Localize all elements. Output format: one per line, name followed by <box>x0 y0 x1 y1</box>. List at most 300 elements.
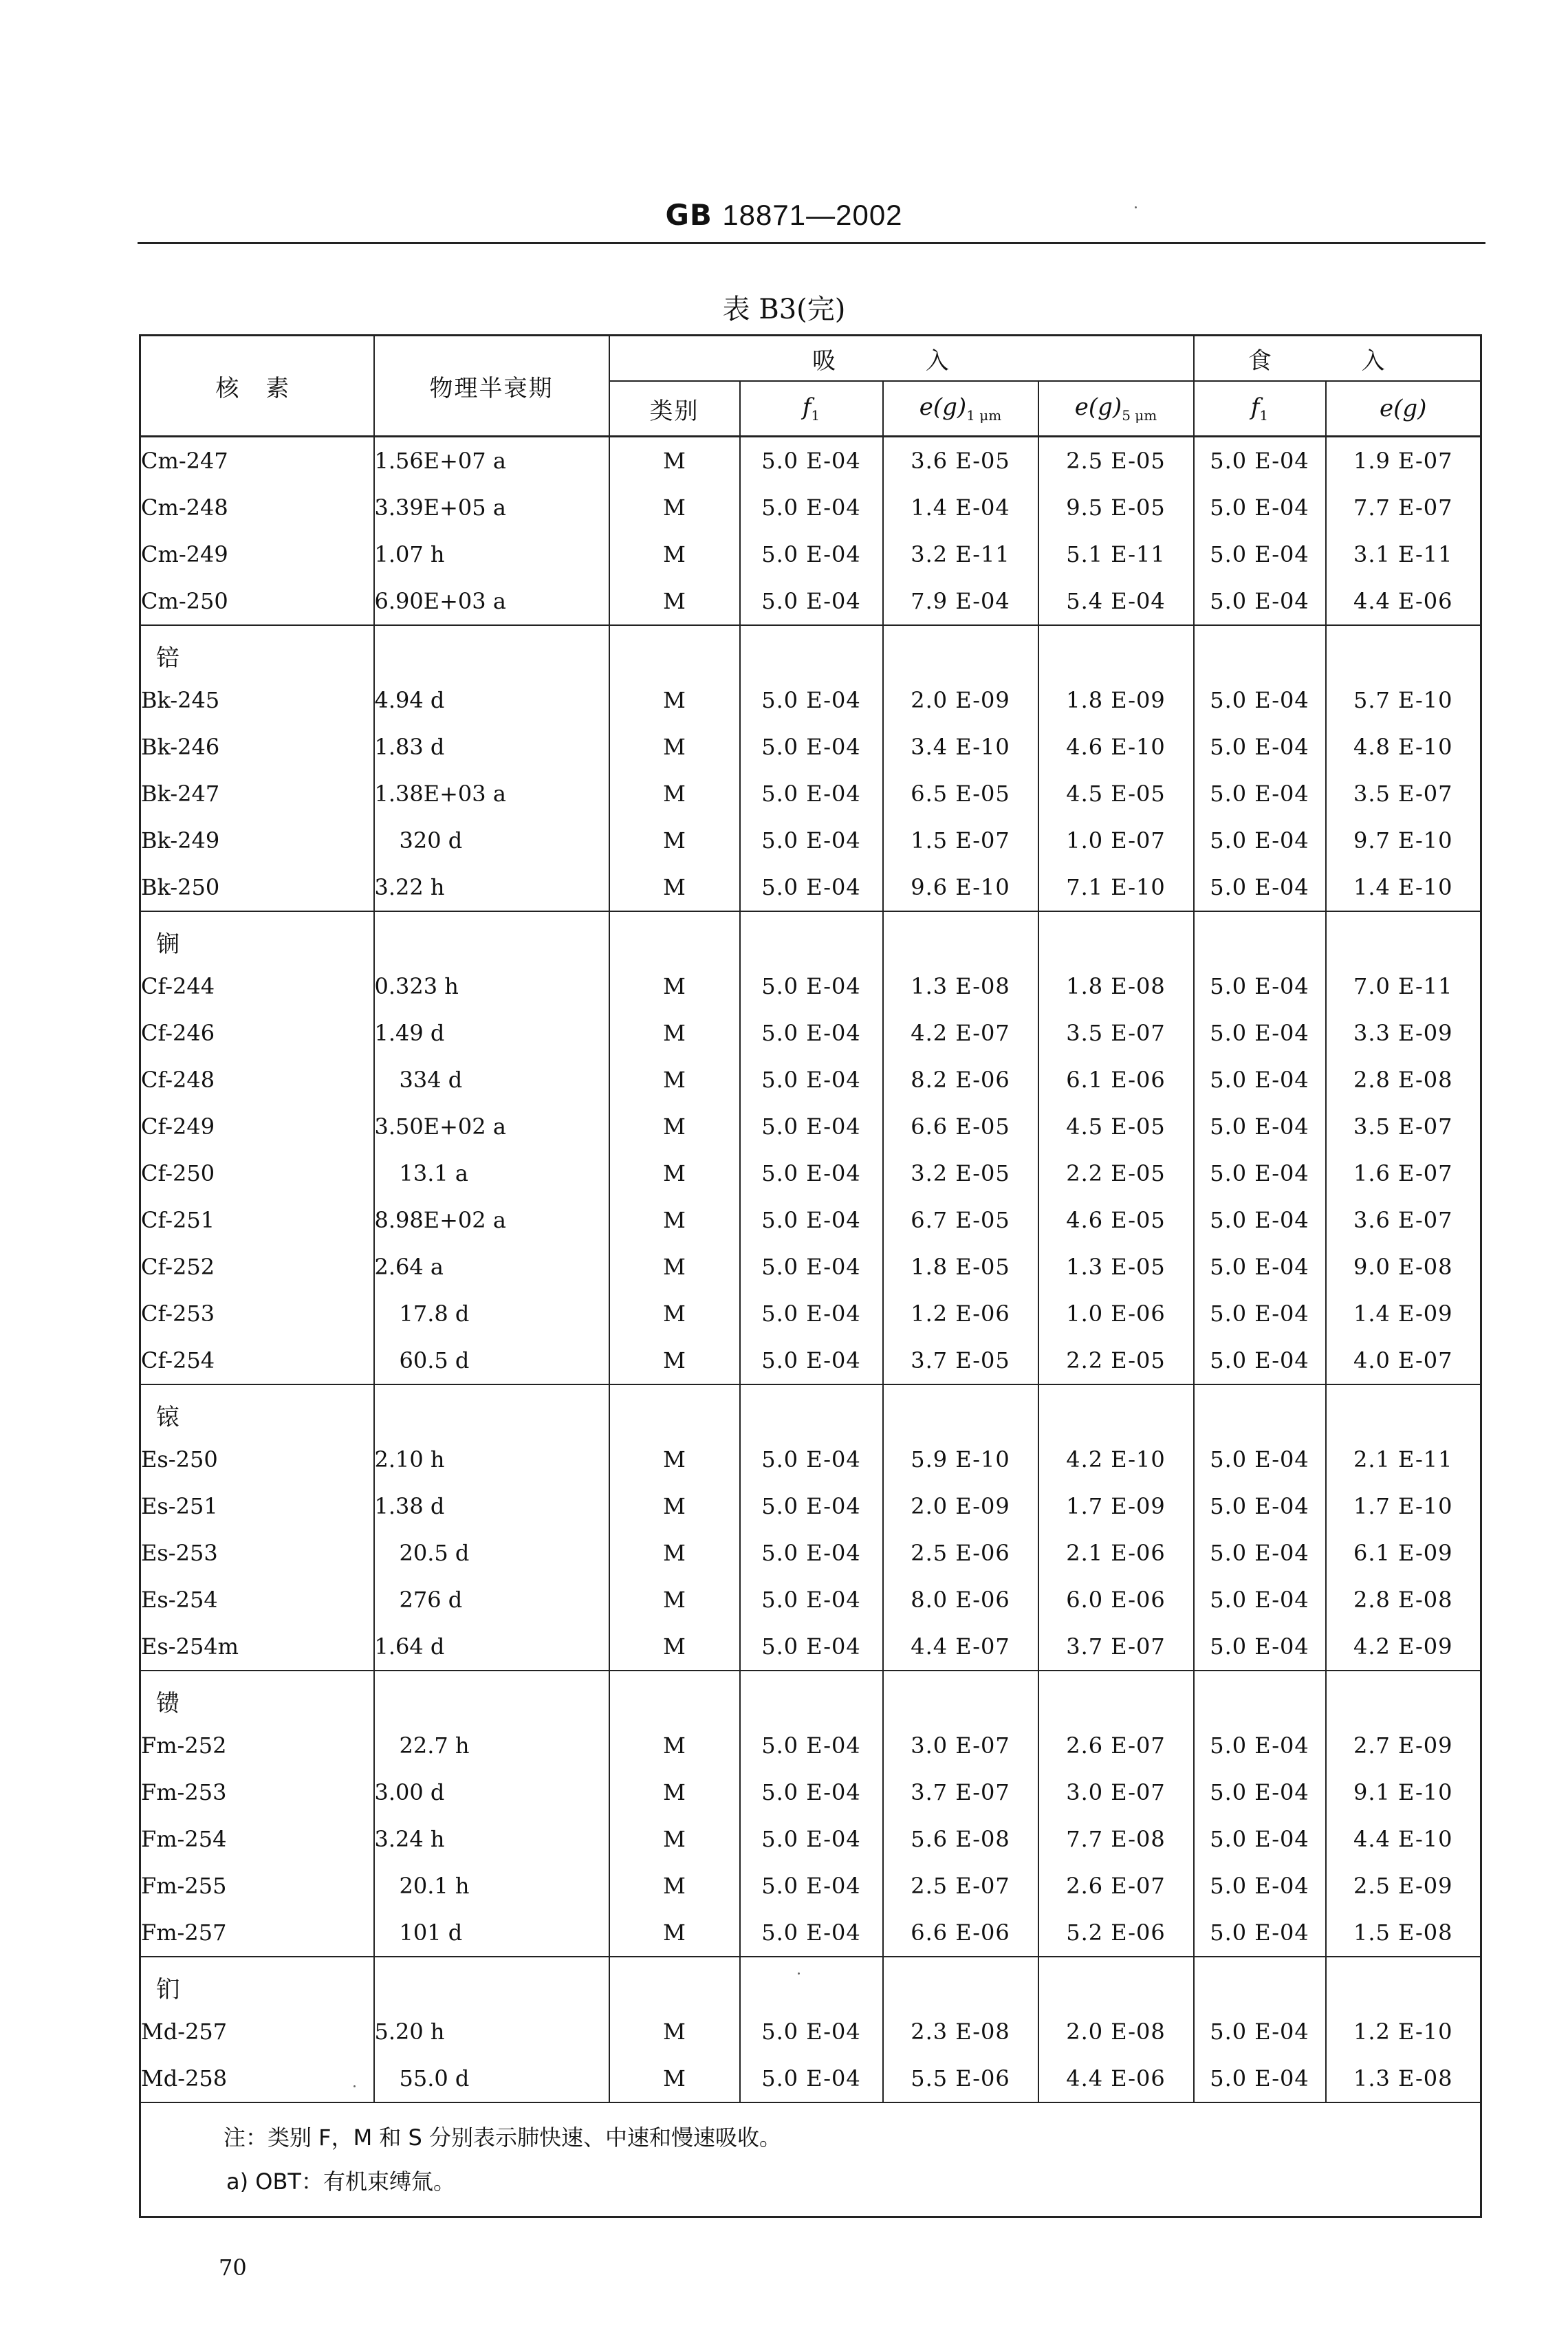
header-half-life: 物理半衰期 <box>374 336 609 437</box>
ingestion-eg-cell: 2.8 E-08 <box>1326 1576 1481 1623</box>
category-cell: M <box>609 1722 740 1769</box>
eg-5um-cell: 6.0 E-06 <box>1038 1576 1194 1623</box>
category-cell: M <box>609 1623 740 1671</box>
table-row <box>140 2055 1481 2102</box>
ingestion-f1-cell: 5.0 E-04 <box>1194 437 1326 485</box>
nuclide-cell: Bk-250 <box>140 864 374 911</box>
ingestion-f1-cell: 5.0 E-04 <box>1194 531 1326 578</box>
ingestion-eg-cell: 3.1 E-11 <box>1326 531 1481 578</box>
half-life-cell: 1.49 d <box>374 1010 609 1056</box>
nuclide-cell: Cf-248 <box>140 1056 374 1103</box>
eg-5um-cell: 9.5 E-05 <box>1038 484 1194 531</box>
empty-cell <box>374 911 609 963</box>
eg-1um-cell: 3.0 E-07 <box>883 1722 1038 1769</box>
nuclide-cell: Bk-245 <box>140 677 374 724</box>
eg-1um-cell: 2.0 E-09 <box>883 1483 1038 1530</box>
empty-cell <box>374 625 609 677</box>
ingestion-eg-cell: 1.3 E-08 <box>1326 2055 1481 2102</box>
empty-cell <box>1194 1671 1326 1722</box>
table-row <box>140 724 1481 770</box>
table-caption: 表 B3(完) <box>722 294 846 325</box>
header-nuclide: 核 素 <box>140 336 374 437</box>
category-cell: M <box>609 578 740 625</box>
f1-cell: 5.0 E-04 <box>740 817 883 864</box>
ingestion-eg-cell: 1.9 E-07 <box>1326 437 1481 485</box>
category-cell: M <box>609 1530 740 1576</box>
category-cell: M <box>609 1576 740 1623</box>
table-row <box>140 864 1481 911</box>
half-life-cell: 2.64 a <box>374 1243 609 1290</box>
eg-5um-cell: 2.6 E-07 <box>1038 1862 1194 1909</box>
eg-1um-cell: 3.2 E-05 <box>883 1150 1038 1197</box>
half-life-cell: 276 d <box>374 1576 609 1623</box>
table-row <box>140 1909 1481 1957</box>
standard-number: 18871—2002 <box>722 199 903 231</box>
nuclide-cell: Cm-250 <box>140 578 374 625</box>
table-row <box>140 531 1481 578</box>
ingestion-eg-cell: 1.5 E-08 <box>1326 1909 1481 1957</box>
nuclide-cell: Fm-255 <box>140 1862 374 1909</box>
ingestion-f1-cell: 5.0 E-04 <box>1194 1769 1326 1816</box>
half-life-cell: 1.64 d <box>374 1623 609 1671</box>
empty-cell <box>1038 1384 1194 1436</box>
ingestion-eg-cell: 6.1 E-09 <box>1326 1530 1481 1576</box>
standard-code: GB <box>665 198 712 232</box>
header-f1: $f_1$ <box>740 381 883 437</box>
category-cell: M <box>609 1769 740 1816</box>
empty-cell <box>609 1957 740 2008</box>
ingestion-f1-cell: 5.0 E-04 <box>1194 864 1326 911</box>
f1-cell: 5.0 E-04 <box>740 437 883 485</box>
f1-cell: 5.0 E-04 <box>740 1530 883 1576</box>
f1-cell: 5.0 E-04 <box>740 1816 883 1862</box>
table-row <box>140 1623 1481 1671</box>
ingestion-f1-cell: 5.0 E-04 <box>1194 1530 1326 1576</box>
eg-5um-cell: 2.0 E-08 <box>1038 2008 1194 2055</box>
empty-cell <box>1194 625 1326 677</box>
page-header <box>0 198 1568 232</box>
element-group-row <box>140 625 1481 677</box>
f1-cell: 5.0 E-04 <box>740 1862 883 1909</box>
ingestion-f1-cell: 5.0 E-04 <box>1194 770 1326 817</box>
header-eg-5um: $e(g)_{5 \mu m}$ <box>1038 381 1194 437</box>
ingestion-eg-cell: 4.4 E-10 <box>1326 1816 1481 1862</box>
ingestion-f1-cell: 5.0 E-04 <box>1194 578 1326 625</box>
table-row <box>140 1769 1481 1816</box>
element-group-row <box>140 1384 1481 1436</box>
half-life-cell: 60.5 d <box>374 1337 609 1384</box>
eg-5um-cell: 2.6 E-07 <box>1038 1722 1194 1769</box>
nuclide-cell: Cm-248 <box>140 484 374 531</box>
half-life-cell: 3.39E+05 a <box>374 484 609 531</box>
half-life-cell: 320 d <box>374 817 609 864</box>
scan-speck <box>798 1972 800 1975</box>
category-cell: M <box>609 677 740 724</box>
eg-1um-cell: 1.3 E-08 <box>883 963 1038 1010</box>
element-name: 钔 <box>140 1957 374 2008</box>
eg-1um-cell: 3.7 E-05 <box>883 1337 1038 1384</box>
half-life-cell: 1.56E+07 a <box>374 437 609 485</box>
empty-cell <box>883 625 1038 677</box>
f1-cell: 5.0 E-04 <box>740 1150 883 1197</box>
table-row <box>140 1576 1481 1623</box>
empty-cell <box>374 1671 609 1722</box>
eg-1um-cell: 6.7 E-05 <box>883 1197 1038 1243</box>
empty-cell <box>1038 625 1194 677</box>
header-ingestion-eg: e(g) <box>1326 381 1481 437</box>
empty-cell <box>1194 911 1326 963</box>
category-cell: M <box>609 1337 740 1384</box>
empty-cell <box>883 1384 1038 1436</box>
half-life-cell: 3.22 h <box>374 864 609 911</box>
half-life-cell: 1.07 h <box>374 531 609 578</box>
table-row <box>140 1197 1481 1243</box>
ingestion-eg-cell: 1.7 E-10 <box>1326 1483 1481 1530</box>
eg-5um-cell: 3.0 E-07 <box>1038 1769 1194 1816</box>
eg-1um-cell: 3.6 E-05 <box>883 437 1038 485</box>
nuclide-cell: Fm-252 <box>140 1722 374 1769</box>
category-cell: M <box>609 1483 740 1530</box>
eg-5um-cell: 4.6 E-05 <box>1038 1197 1194 1243</box>
half-life-cell: 17.8 d <box>374 1290 609 1337</box>
ingestion-eg-cell: 7.0 E-11 <box>1326 963 1481 1010</box>
table-row <box>140 437 1481 485</box>
f1-cell: 5.0 E-04 <box>740 1909 883 1957</box>
f1-cell: 5.0 E-04 <box>740 1010 883 1056</box>
half-life-cell: 1.83 d <box>374 724 609 770</box>
half-life-cell: 3.24 h <box>374 1816 609 1862</box>
nuclide-cell: Cf-252 <box>140 1243 374 1290</box>
half-life-cell: 1.38E+03 a <box>374 770 609 817</box>
category-cell: M <box>609 1862 740 1909</box>
element-group-row <box>140 911 1481 963</box>
category-cell: M <box>609 1816 740 1862</box>
f1-cell: 5.0 E-04 <box>740 1722 883 1769</box>
scan-speck <box>1135 206 1137 208</box>
ingestion-f1-cell: 5.0 E-04 <box>1194 1623 1326 1671</box>
empty-cell <box>374 1384 609 1436</box>
eg-5um-cell: 1.3 E-05 <box>1038 1243 1194 1290</box>
ingestion-f1-cell: 5.0 E-04 <box>1194 963 1326 1010</box>
table-row <box>140 2008 1481 2055</box>
table-row <box>140 1290 1481 1337</box>
header-eg-1um: $e(g)_{1 \mu m}$ <box>883 381 1038 437</box>
half-life-cell: 4.94 d <box>374 677 609 724</box>
eg-1um-cell: 8.2 E-06 <box>883 1056 1038 1103</box>
nuclide-cell: Es-251 <box>140 1483 374 1530</box>
ingestion-eg-cell: 9.0 E-08 <box>1326 1243 1481 1290</box>
ingestion-eg-cell: 2.1 E-11 <box>1326 1436 1481 1483</box>
eg-5um-cell: 4.5 E-05 <box>1038 770 1194 817</box>
half-life-cell: 6.90E+03 a <box>374 578 609 625</box>
ingestion-eg-cell: 3.3 E-09 <box>1326 1010 1481 1056</box>
eg-5um-cell: 4.4 E-06 <box>1038 2055 1194 2102</box>
eg-5um-cell: 7.7 E-08 <box>1038 1816 1194 1862</box>
empty-cell <box>740 911 883 963</box>
eg-1um-cell: 6.5 E-05 <box>883 770 1038 817</box>
eg-1um-cell: 3.4 E-10 <box>883 724 1038 770</box>
ingestion-f1-cell: 5.0 E-04 <box>1194 677 1326 724</box>
eg-5um-cell: 2.5 E-05 <box>1038 437 1194 485</box>
eg-5um-cell: 2.2 E-05 <box>1038 1150 1194 1197</box>
ingestion-eg-cell: 2.8 E-08 <box>1326 1056 1481 1103</box>
empty-cell <box>609 1384 740 1436</box>
eg-5um-cell: 2.2 E-05 <box>1038 1337 1194 1384</box>
half-life-cell: 0.323 h <box>374 963 609 1010</box>
nuclide-cell: Cm-247 <box>140 437 374 485</box>
half-life-cell: 55.0 d <box>374 2055 609 2102</box>
half-life-cell: 5.20 h <box>374 2008 609 2055</box>
half-life-cell: 2.10 h <box>374 1436 609 1483</box>
ingestion-f1-cell: 5.0 E-04 <box>1194 1722 1326 1769</box>
ingestion-f1-cell: 5.0 E-04 <box>1194 1243 1326 1290</box>
table-row <box>140 817 1481 864</box>
eg-1um-cell: 1.5 E-07 <box>883 817 1038 864</box>
empty-cell <box>1326 911 1481 963</box>
eg-1um-cell: 2.5 E-07 <box>883 1862 1038 1909</box>
nuclide-cell: Cm-249 <box>140 531 374 578</box>
eg-5um-cell: 1.7 E-09 <box>1038 1483 1194 1530</box>
nuclide-cell: Cf-246 <box>140 1010 374 1056</box>
nuclide-cell: Cf-254 <box>140 1337 374 1384</box>
page-number: 70 <box>219 2254 247 2281</box>
nuclide-cell: Cf-250 <box>140 1150 374 1197</box>
ingestion-eg-cell: 3.5 E-07 <box>1326 770 1481 817</box>
ingestion-eg-cell: 3.5 E-07 <box>1326 1103 1481 1150</box>
category-cell: M <box>609 963 740 1010</box>
element-name: 镄 <box>140 1671 374 1722</box>
ingestion-eg-cell: 7.7 E-07 <box>1326 484 1481 531</box>
empty-cell <box>1194 1384 1326 1436</box>
f1-cell: 5.0 E-04 <box>740 724 883 770</box>
dose-coefficient-table <box>139 334 1482 2218</box>
eg-1um-cell: 4.2 E-07 <box>883 1010 1038 1056</box>
eg-5um-cell: 1.0 E-07 <box>1038 817 1194 864</box>
empty-cell <box>1038 911 1194 963</box>
table-row <box>140 1483 1481 1530</box>
table-row <box>140 1436 1481 1483</box>
element-name: 锫 <box>140 625 374 677</box>
empty-cell <box>1038 1957 1194 2008</box>
table-row <box>140 578 1481 625</box>
eg-5um-cell: 5.1 E-11 <box>1038 531 1194 578</box>
ingestion-f1-cell: 5.0 E-04 <box>1194 1103 1326 1150</box>
empty-cell <box>1038 1671 1194 1722</box>
empty-cell <box>1326 1671 1481 1722</box>
f1-cell: 5.0 E-04 <box>740 770 883 817</box>
f1-cell: 5.0 E-04 <box>740 484 883 531</box>
table-header <box>140 336 1481 437</box>
eg-5um-cell: 3.5 E-07 <box>1038 1010 1194 1056</box>
category-cell: M <box>609 2055 740 2102</box>
f1-cell: 5.0 E-04 <box>740 1056 883 1103</box>
nuclide-cell: Es-254 <box>140 1576 374 1623</box>
category-cell: M <box>609 1290 740 1337</box>
eg-5um-cell: 7.1 E-10 <box>1038 864 1194 911</box>
category-cell: M <box>609 1243 740 1290</box>
table-row <box>140 484 1481 531</box>
category-cell: M <box>609 770 740 817</box>
eg-1um-cell: 3.2 E-11 <box>883 531 1038 578</box>
category-cell: M <box>609 1150 740 1197</box>
note-line: a) OBT：有机束缚氚。 <box>226 2168 455 2195</box>
empty-cell <box>740 1957 883 2008</box>
eg-1um-cell: 4.4 E-07 <box>883 1623 1038 1671</box>
table-row <box>140 1862 1481 1909</box>
ingestion-f1-cell: 5.0 E-04 <box>1194 1150 1326 1197</box>
f1-cell: 5.0 E-04 <box>740 1103 883 1150</box>
empty-cell <box>740 1671 883 1722</box>
eg-1um-cell: 2.0 E-09 <box>883 677 1038 724</box>
element-name: 锿 <box>140 1384 374 1436</box>
category-cell: M <box>609 1056 740 1103</box>
f1-cell: 5.0 E-04 <box>740 963 883 1010</box>
category-cell: M <box>609 1103 740 1150</box>
empty-cell <box>374 1957 609 2008</box>
ingestion-f1-cell: 5.0 E-04 <box>1194 484 1326 531</box>
f1-cell: 5.0 E-04 <box>740 1436 883 1483</box>
eg-5um-cell: 3.7 E-07 <box>1038 1623 1194 1671</box>
f1-cell: 5.0 E-04 <box>740 2008 883 2055</box>
ingestion-eg-cell: 4.0 E-07 <box>1326 1337 1481 1384</box>
ingestion-f1-cell: 5.0 E-04 <box>1194 2008 1326 2055</box>
header-rule <box>138 242 1485 244</box>
table-row <box>140 1010 1481 1056</box>
half-life-cell: 3.00 d <box>374 1769 609 1816</box>
table-row <box>140 1056 1481 1103</box>
eg-1um-cell: 7.9 E-04 <box>883 578 1038 625</box>
category-cell: M <box>609 437 740 485</box>
eg-5um-cell: 4.6 E-10 <box>1038 724 1194 770</box>
category-cell: M <box>609 2008 740 2055</box>
empty-cell <box>740 625 883 677</box>
eg-1um-cell: 5.9 E-10 <box>883 1436 1038 1483</box>
f1-cell: 5.0 E-04 <box>740 578 883 625</box>
f1-cell: 5.0 E-04 <box>740 2055 883 2102</box>
ingestion-f1-cell: 5.0 E-04 <box>1194 724 1326 770</box>
ingestion-eg-cell: 1.4 E-10 <box>1326 864 1481 911</box>
half-life-cell: 20.5 d <box>374 1530 609 1576</box>
empty-cell <box>883 1671 1038 1722</box>
half-life-cell: 101 d <box>374 1909 609 1957</box>
ingestion-f1-cell: 5.0 E-04 <box>1194 1337 1326 1384</box>
ingestion-eg-cell: 1.4 E-09 <box>1326 1290 1481 1337</box>
nuclide-cell: Md-258 <box>140 2055 374 2102</box>
ingestion-eg-cell: 2.5 E-09 <box>1326 1862 1481 1909</box>
nuclide-cell: Es-253 <box>140 1530 374 1576</box>
element-group-row <box>140 1957 1481 2008</box>
ingestion-eg-cell: 4.8 E-10 <box>1326 724 1481 770</box>
eg-5um-cell: 1.0 E-06 <box>1038 1290 1194 1337</box>
half-life-cell: 3.50E+02 a <box>374 1103 609 1150</box>
eg-1um-cell: 2.3 E-08 <box>883 2008 1038 2055</box>
empty-cell <box>1326 625 1481 677</box>
category-cell: M <box>609 1197 740 1243</box>
ingestion-eg-cell: 3.6 E-07 <box>1326 1197 1481 1243</box>
half-life-cell: 1.38 d <box>374 1483 609 1530</box>
element-group-row <box>140 1671 1481 1722</box>
header-ingestion: 食 入 <box>1194 336 1481 382</box>
table-row <box>140 1722 1481 1769</box>
eg-1um-cell: 5.6 E-08 <box>883 1816 1038 1862</box>
ingestion-f1-cell: 5.0 E-04 <box>1194 1010 1326 1056</box>
eg-5um-cell: 5.4 E-04 <box>1038 578 1194 625</box>
eg-5um-cell: 2.1 E-06 <box>1038 1530 1194 1576</box>
eg-1um-cell: 6.6 E-05 <box>883 1103 1038 1150</box>
f1-cell: 5.0 E-04 <box>740 1243 883 1290</box>
eg-5um-cell: 5.2 E-06 <box>1038 1909 1194 1957</box>
eg-1um-cell: 6.6 E-06 <box>883 1909 1038 1957</box>
nuclide-cell: Es-250 <box>140 1436 374 1483</box>
eg-5um-cell: 1.8 E-08 <box>1038 963 1194 1010</box>
half-life-cell: 22.7 h <box>374 1722 609 1769</box>
notes-cell <box>140 2102 1481 2217</box>
ingestion-eg-cell: 1.6 E-07 <box>1326 1150 1481 1197</box>
category-cell: M <box>609 1010 740 1056</box>
f1-cell: 5.0 E-04 <box>740 1290 883 1337</box>
category-cell: M <box>609 817 740 864</box>
eg-1um-cell: 9.6 E-10 <box>883 864 1038 911</box>
ingestion-f1-cell: 5.0 E-04 <box>1194 1056 1326 1103</box>
ingestion-f1-cell: 5.0 E-04 <box>1194 817 1326 864</box>
header-category: 类别 <box>609 381 740 437</box>
ingestion-f1-cell: 5.0 E-04 <box>1194 1483 1326 1530</box>
half-life-cell: 13.1 a <box>374 1150 609 1197</box>
empty-cell <box>740 1384 883 1436</box>
eg-5um-cell: 4.5 E-05 <box>1038 1103 1194 1150</box>
f1-cell: 5.0 E-04 <box>740 677 883 724</box>
ingestion-eg-cell: 9.1 E-10 <box>1326 1769 1481 1816</box>
half-life-cell: 20.1 h <box>374 1862 609 1909</box>
empty-cell <box>609 625 740 677</box>
nuclide-cell: Cf-253 <box>140 1290 374 1337</box>
empty-cell <box>1326 1384 1481 1436</box>
eg-1um-cell: 2.5 E-06 <box>883 1530 1038 1576</box>
f1-cell: 5.0 E-04 <box>740 1623 883 1671</box>
f1-cell: 5.0 E-04 <box>740 1483 883 1530</box>
table-notes <box>140 2102 1481 2217</box>
ingestion-eg-cell: 5.7 E-10 <box>1326 677 1481 724</box>
nuclide-cell: Md-257 <box>140 2008 374 2055</box>
ingestion-eg-cell: 9.7 E-10 <box>1326 817 1481 864</box>
ingestion-eg-cell: 4.2 E-09 <box>1326 1623 1481 1671</box>
nuclide-cell: Fm-253 <box>140 1769 374 1816</box>
ingestion-f1-cell: 5.0 E-04 <box>1194 2055 1326 2102</box>
empty-cell <box>609 911 740 963</box>
category-cell: M <box>609 724 740 770</box>
table-row <box>140 1103 1481 1150</box>
f1-cell: 5.0 E-04 <box>740 531 883 578</box>
f1-cell: 5.0 E-04 <box>740 1769 883 1816</box>
half-life-cell: 8.98E+02 a <box>374 1197 609 1243</box>
category-cell: M <box>609 864 740 911</box>
category-cell: M <box>609 1909 740 1957</box>
table-row <box>140 1530 1481 1576</box>
category-cell: M <box>609 1436 740 1483</box>
nuclide-cell: Cf-244 <box>140 963 374 1010</box>
nuclide-cell: Bk-249 <box>140 817 374 864</box>
nuclide-cell: Cf-251 <box>140 1197 374 1243</box>
empty-cell <box>1326 1957 1481 2008</box>
nuclide-cell: Cf-249 <box>140 1103 374 1150</box>
table-row <box>140 677 1481 724</box>
eg-5um-cell: 6.1 E-06 <box>1038 1056 1194 1103</box>
empty-cell <box>883 911 1038 963</box>
category-cell: M <box>609 531 740 578</box>
eg-1um-cell: 3.7 E-07 <box>883 1769 1038 1816</box>
empty-cell <box>1194 1957 1326 2008</box>
empty-cell <box>883 1957 1038 2008</box>
